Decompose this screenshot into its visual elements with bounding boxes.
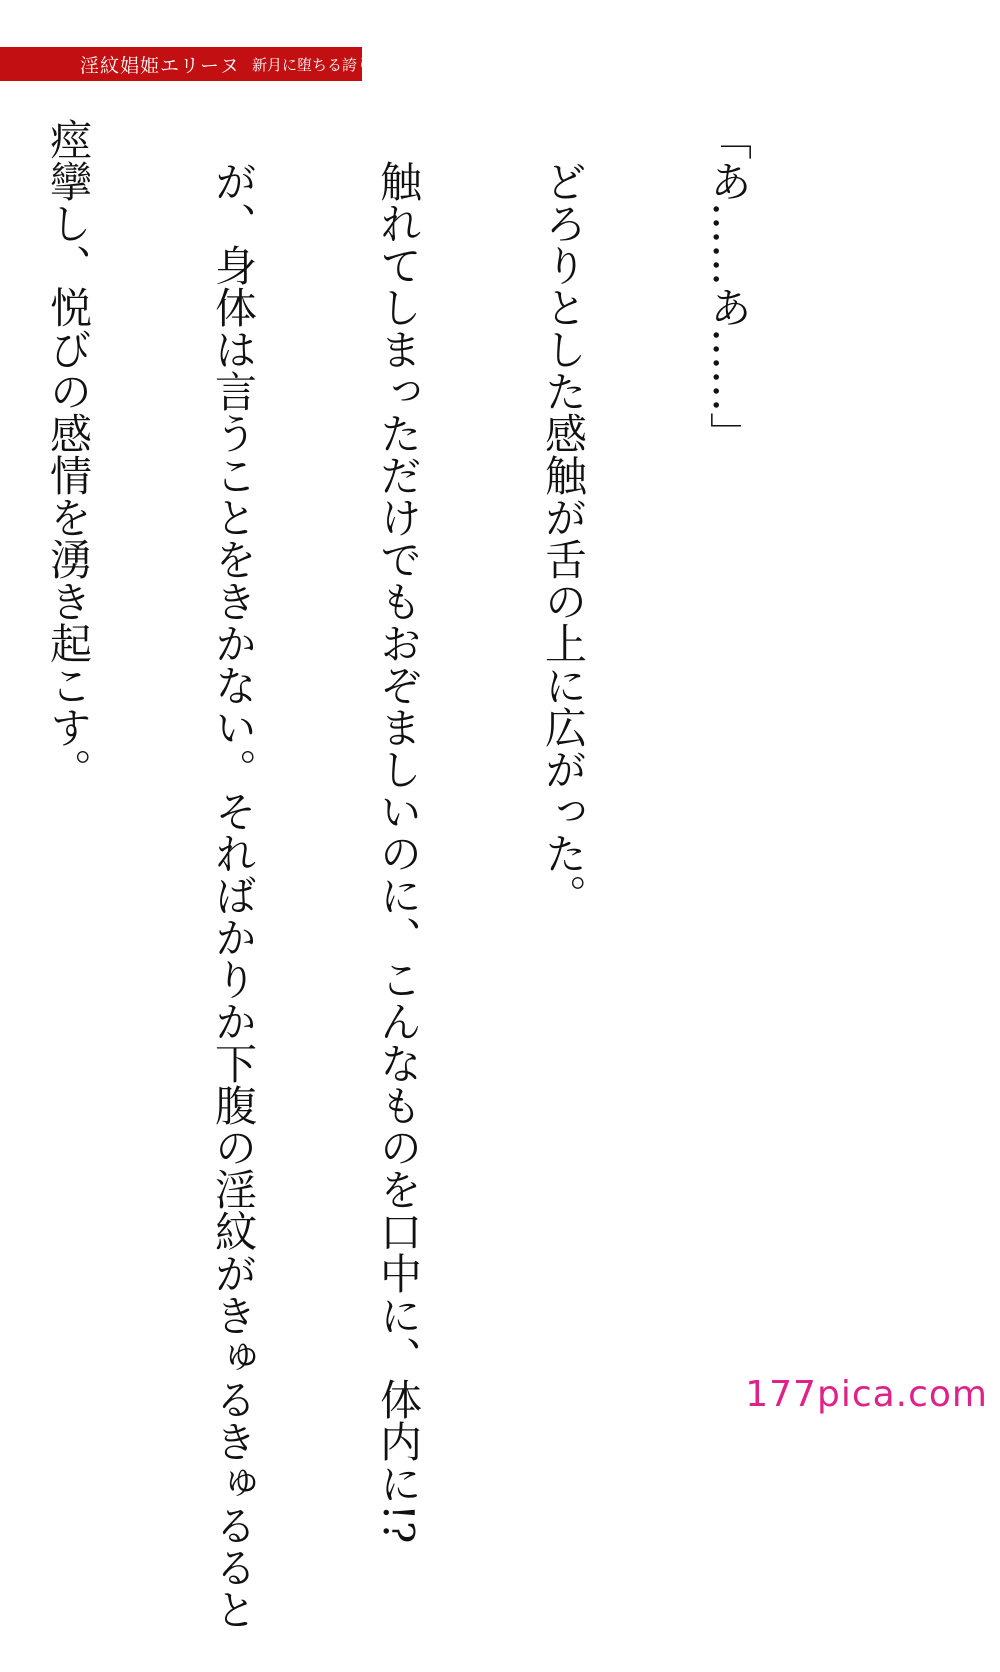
text-line: が、身体は言うことをきかない。そればかりか下腹の淫紋がきゅるきゅるると bbox=[209, 118, 258, 1630]
text-line: 触れてしまっただけでもおぞましいのに、こんなものを口中に、体内に!? bbox=[374, 118, 423, 1544]
vertical-body-text bbox=[0, 118, 866, 1630]
chapter-subtitle: 新月に堕ちる誇り bbox=[252, 55, 373, 74]
text-line: どろりとした感触が舌の上に広がった。 bbox=[539, 118, 588, 916]
text-line: 痙攣し、悦びの感情を湧き起こす。 bbox=[44, 118, 93, 790]
text-line: 「あ……あ……」 bbox=[704, 118, 753, 454]
book-title: 淫紋娼姫エリーヌ bbox=[80, 54, 241, 77]
running-header bbox=[0, 47, 373, 81]
site-watermark: 177pica.com bbox=[745, 1374, 988, 1415]
